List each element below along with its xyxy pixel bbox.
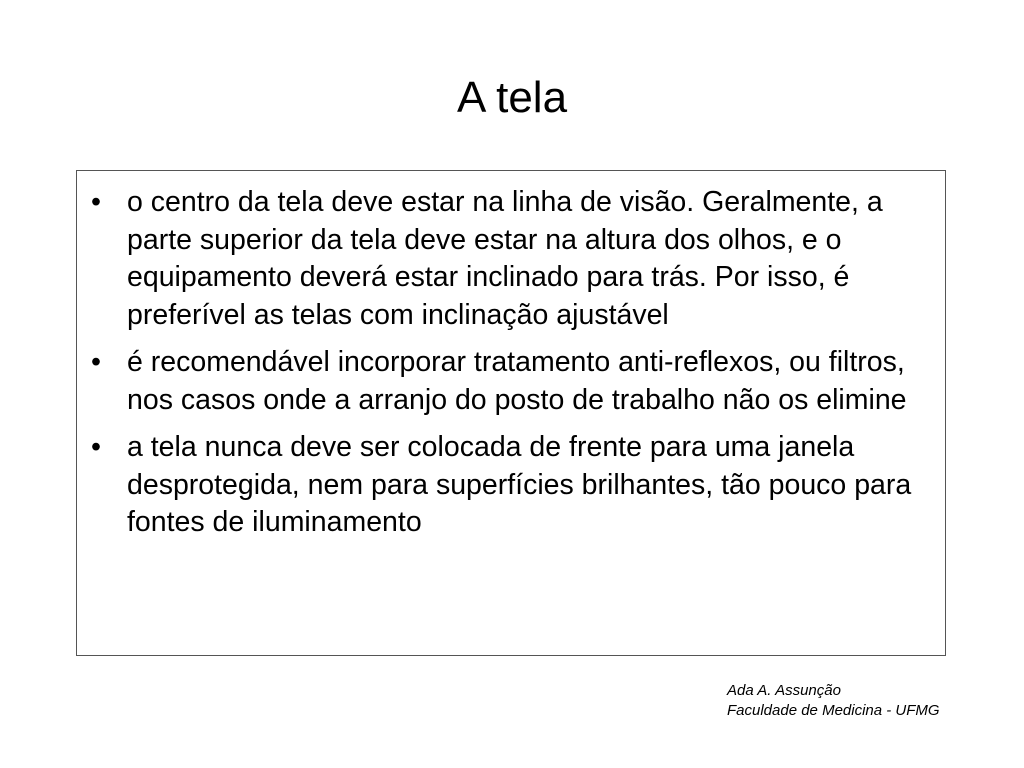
- bullet-text: o centro da tela deve estar na linha de visão. Geralmente, a parte superior da tela deve estar na altura dos olhos, e o equipamento deverá estar inclinado para trás. Por isso, é preferível as telas com inclinação ajustável: [127, 186, 883, 331]
- bullet-item-screen-center: [91, 184, 935, 334]
- footer-author: Ada A. Assunção: [727, 682, 841, 699]
- content-box: [76, 170, 946, 656]
- bullet-text: é recomendável incorporar tratamento anti-reflexos, ou filtros, nos casos onde a arranjo do posto de trabalho não os elimine: [127, 346, 907, 416]
- footer-institution: Faculdade de Medicina - UFMG: [727, 702, 940, 719]
- author-footer: [727, 681, 940, 721]
- bullet-marker: •: [91, 186, 101, 218]
- bullet-item-screen-placement: [91, 429, 935, 542]
- bullet-text: a tela nunca deve ser colocada de frente para uma janela desprotegida, nem para superfícies brilhantes, tão pouco para fontes de iluminamento: [127, 431, 912, 538]
- bullet-list: [77, 171, 945, 542]
- bullet-item-anti-glare: [91, 344, 935, 419]
- slide-title: A tela: [456, 73, 568, 122]
- bullet-marker: •: [91, 431, 101, 463]
- bullet-marker: •: [91, 346, 101, 378]
